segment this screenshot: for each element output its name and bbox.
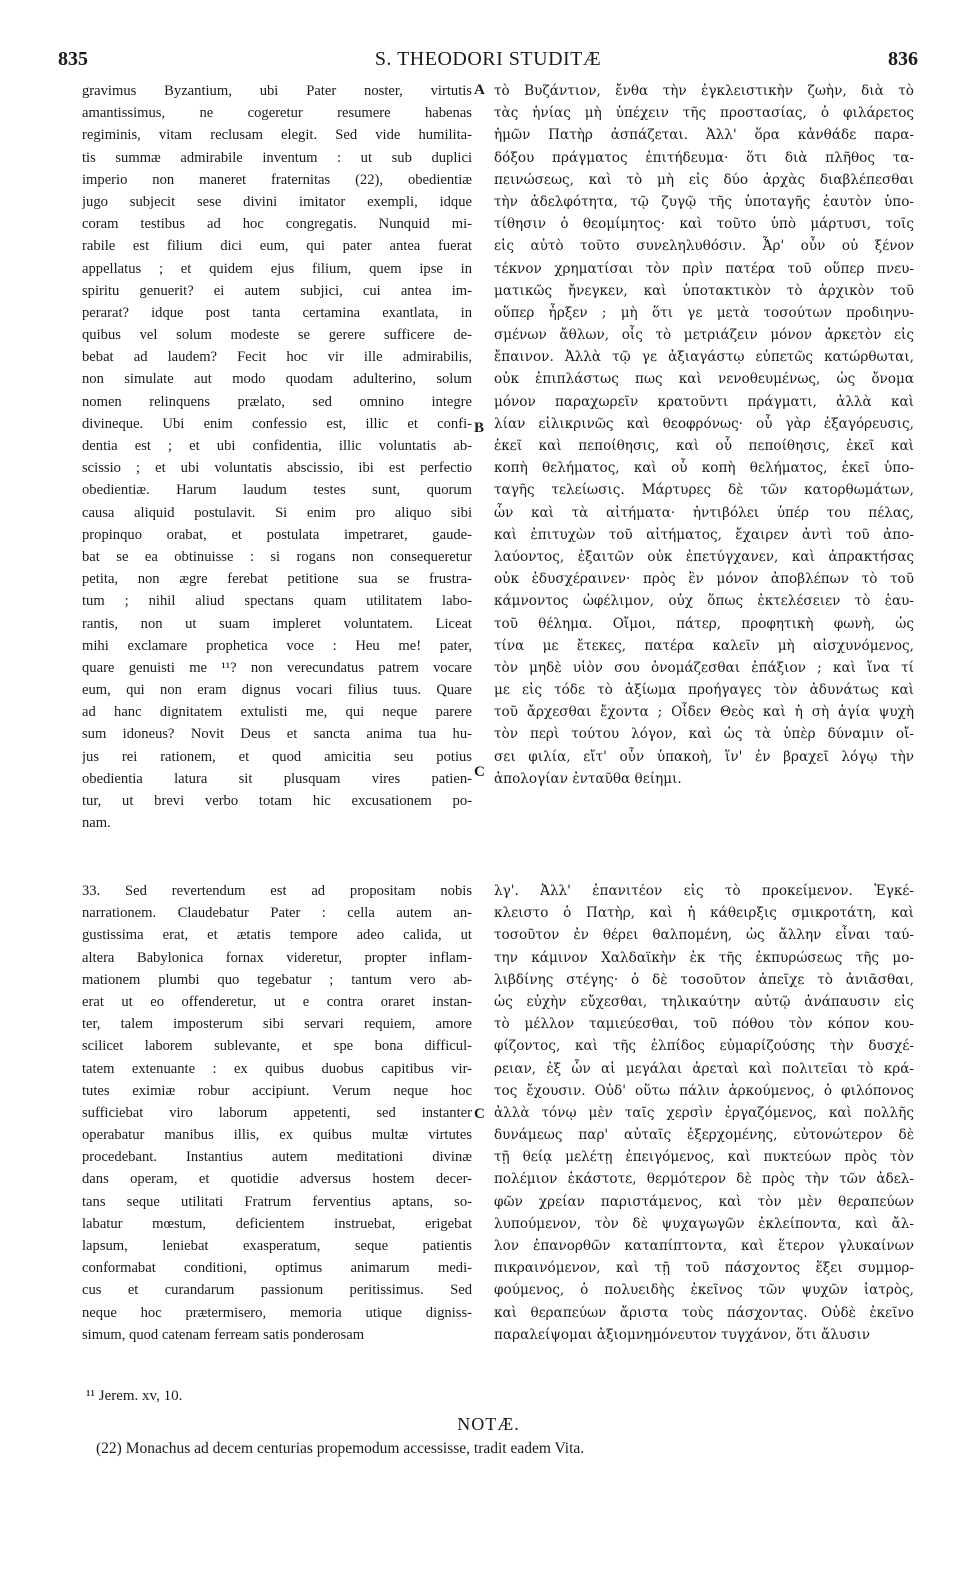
latin-text-line: tum ; nihil aliud spectans quam utilitatem labo- <box>82 593 472 610</box>
latin-text-line: labatur mœstum, deficientem instruebat, erigebat <box>82 1215 472 1232</box>
greek-text-line: κλειστο ὁ Πατὴρ, καὶ ἡ κάθειρξις σμικροτάτη, καὶ <box>494 905 914 922</box>
greek-text-line: ἔπαινον. Ἀλλὰ τῷ γε ἀξιαγάστῳ εὐπετῶς κατώρθωται, <box>494 349 914 366</box>
latin-text-line: imperio non maneret fraternitas (22), obedientiæ <box>82 171 472 188</box>
margin-marker-a: A <box>474 82 485 98</box>
greek-text-line: πολέμιον ἑκάστοτε, θερμότερον δὲ πρὸς τὴν τῶν ἀδελ- <box>494 1171 914 1188</box>
greek-text-line: πεινώσεως, καὶ τὸ μὴ εἰς δύο ἀρχὰς διαβλέπεσθαι <box>494 171 914 188</box>
greek-text-line: κοπὴ θελήματος, καὶ οὗ κοπὴ θελήματος, ἐκεῖ ὑπο- <box>494 460 914 477</box>
greek-text-line: ἐκεῖ καὶ πεποίθησις, καὶ οὗ πεποίθησις, ἐκεῖ καὶ <box>494 438 914 454</box>
latin-text-line: procedebant. Instantius autem meditationi divinæ <box>82 1149 472 1166</box>
greek-text-line: σει φιλία, εἴτ' οὖν ὑπακοὴ, ἵν' ἐν βραχεῖ λόγῳ τὴν <box>494 748 914 765</box>
margin-marker-c-top: C <box>474 764 485 780</box>
latin-text-line: jus rei rationem, et quod amicitia seu potius <box>82 748 472 765</box>
latin-text-line: nomen relinquens prælato, sed omnino integre <box>82 393 472 410</box>
latin-text-line: petita, non ægre ferebat petitione sua se frustra- <box>82 571 472 588</box>
greek-text-line: λίαν εἰλικρινῶς καὶ θεοφρόνως· οὗ γὰρ ἐξαγόρευσις, <box>494 415 914 432</box>
greek-text-line: καὶ θεραπεύων ἄριστα τοὺς πάσχοντας. Οὐδὲ ἐκεῖνο <box>494 1304 914 1321</box>
greek-text-line: με εἰς τόδε τὸ ἀξίωμα προήγαγες τὸν ἀδυνάτως καὶ <box>494 682 914 699</box>
greek-text-line: λγ'. Ἀλλ' ἐπανιτέον εἰς τὸ προκείμενον. Ἐγκέ- <box>494 883 914 899</box>
page-number-right: 836 <box>888 48 918 70</box>
greek-text-line: τοῦ ἄρχεσθαι ἔχοντα ; Οἶδεν Θεὸς καὶ ἡ σὴ ἁγία ψυχὴ <box>494 704 914 721</box>
greek-text-line: δόξου πράγματος ἐπιτήδευμα· ὅτι διὰ πλῆθος τα- <box>494 149 914 166</box>
latin-text-line: causa aliquid postulavit. Si enim pro aliquo sibi <box>82 504 472 521</box>
greek-text-line: φῶν χρείαν παριστάμενος, καὶ τὸν μὲν θεραπεύων <box>494 1193 914 1210</box>
greek-column-section-2 <box>494 880 914 1346</box>
greek-text-line: τὴν ἀδελφότητα, τῷ ζυγῷ τῆς ὑποταγῆς ἑαυτὸν ὑπο- <box>494 193 914 210</box>
greek-text-line: τοσοῦτον ἐν θέρει θαλπομένη, ὡς ἄλλην εἶναι ταύ- <box>494 927 914 944</box>
latin-text-line: divineque. Ubi enim confessio est, illic et confi- <box>82 415 472 432</box>
latin-text-line: conformabat conditioni, optimus animarum medi- <box>82 1260 472 1277</box>
latin-text-line: bat se ea obtinuisse : si rogans non consequeretur <box>82 548 472 565</box>
greek-text-line: οὐκ ἐπιπλάστως πως καὶ νενοθευμένως, ὡς ὄνομα <box>494 371 914 388</box>
latin-text-line: neque hoc prætermisero, memoria utique digniss- <box>82 1304 472 1321</box>
latin-text-line: dans operam, et quotidie adversus hostem decer- <box>82 1171 472 1188</box>
latin-text-line: tatem extenuante : ex quibus duobus capitibus vir- <box>82 1060 472 1077</box>
latin-text-line: bebat ad laudem? Fecit hoc vir ille admirabilis, <box>82 349 472 366</box>
latin-text-line: operabatur manibus illis, ex quibus multæ virtutes <box>82 1127 472 1144</box>
margin-marker-c-bottom: C <box>474 1106 485 1122</box>
margin-marker-b: B <box>474 420 485 436</box>
latin-text-line: tans seque utilitati Fratrum ferventius aptans, so- <box>82 1193 472 1210</box>
latin-column-section-1 <box>82 80 472 834</box>
greek-text-line: ὧν καὶ τὰ αἰτήματα· ἠντιβόλει ὑπέρ του πέλας, <box>494 504 914 521</box>
greek-text-line: ματικῶς ἤνεγκεν, καὶ ὑποτακτικὸν τὸ ἀρχικὸν τοῦ <box>494 282 914 299</box>
latin-text-line: quibus vel solum modeste se gerere sufficere de- <box>82 327 472 344</box>
greek-text-line: ὡς εὐχὴν εὔχεσθαι, τηλικαύτην αὐτῷ ἀνάπαυσιν εἰς <box>494 993 914 1010</box>
latin-text-line: eum, qui non eram dignus vocari filius tuus. Quare <box>82 682 472 699</box>
greek-text-line: πικραινόμενον, καὶ τῇ τοῦ πάσχοντος ἕξει συμμορ- <box>494 1260 914 1277</box>
latin-text-line: sum idoneus? Novit Deus et sancta anima tua hu- <box>82 726 472 743</box>
latin-column-section-2 <box>82 880 472 1346</box>
latin-text-line: perarat? idque post tanta certamina exantlata, in <box>82 304 472 321</box>
greek-text-line: σμένων ἄθλων, οἷς τὸ μετριάζειν μόνον ἀρκετὸν εἰς <box>494 327 914 344</box>
greek-text-line: τὸν περὶ τούτου λόγον, καὶ ὡς τὰ ὑπὲρ δύναμιν οἴ- <box>494 726 914 743</box>
greek-text-line: τέκνον χρηματίσαι τὸν πρὶν πατέρα τοῦ οὕπερ πνευ- <box>494 260 914 277</box>
greek-text-line: τὸ Βυζάντιον, ἔνθα τὴν ἐγκλειστικὴν ζωὴν, διὰ τὸ <box>494 83 914 99</box>
greek-text-line: ἀλλὰ τόνῳ μὲν ταῖς χερσὶν ἐργαζόμενος, καὶ πολλῆς <box>494 1104 914 1121</box>
greek-text-line: εἰς αὐτὸ τοῦτο συνεληλυθόσιν. Ἆρ' οὖν οὐ ξένον <box>494 238 914 255</box>
latin-text-line: appellatus ; et quidem ejus filium, quem ipse in <box>82 260 472 277</box>
latin-text-line: regiminis, vitam reclusam elegit. Sed vide humilita- <box>82 127 472 144</box>
greek-text-line: κάμνοντος ὠφέλιμον, οὐχ ὅπως ἐκτελέσειεν τὸ ἑαυ- <box>494 593 914 610</box>
greek-text-line: τίνα με ἔτεκες, πατέρα καλεῖν μὴ αἰσχυνόμενος, <box>494 637 914 654</box>
latin-text-line: ter, talem imposterum sibi servari requiem, amore <box>82 1016 472 1033</box>
greek-text-line: ἡμῶν Πατὴρ ἀσπάζεται. Ἀλλ' ὅρα κἀνθάδε παρα- <box>494 127 914 144</box>
latin-text-line: ad hanc dignitatem extulisti me, qui neque parere <box>82 704 472 721</box>
running-title: S. THEODORI STUDITÆ <box>374 48 602 70</box>
page-number-left: 835 <box>58 48 88 70</box>
latin-text-line: sufficiebat viro laborum appetenti, sed instanter <box>82 1104 472 1121</box>
greek-text-line: τοῦ θέλημα. Οἴμοι, πάτερ, προφητικὴ φωνὴ, ὡς <box>494 615 914 632</box>
latin-text-line: amantissimus, ne cogeretur resumere habenas <box>82 105 472 122</box>
greek-text-line: τίθησιν ὁ θεομίμητος· καὶ τοῦτο ὑπὸ μάρτυσι, τοῖς <box>494 216 914 233</box>
page-header <box>58 48 918 82</box>
greek-text-line: τὸν μηδὲ υἱὸν σου ὀνομάζεσθαι ἐπάξιον ; καὶ ἵνα τί <box>494 659 914 676</box>
greek-text-line: λυπούμενον, τὸν δὲ ψυχαγωγῶν ἐκλείποντα, καὶ ἄλ- <box>494 1215 914 1232</box>
greek-column-section-1 <box>494 80 914 790</box>
latin-text-line: 33. Sed revertendum est ad propositam nobis <box>82 883 472 899</box>
scripture-footnote: ¹¹ Jerem. xv, 10. <box>86 1388 183 1404</box>
greek-text-line: φίζοντος, καὶ τῆς ἐλπίδος εὐμαρίζούσης τὴν δυσχέ- <box>494 1038 914 1055</box>
greek-text-line: λον ἐπανορθῶν καταπίπτοντα, καὶ ἕτερον γλυκαίνων <box>494 1238 914 1254</box>
latin-text-line: quare genuisti me ¹¹? non verecundatus patrem vocare <box>82 659 472 676</box>
latin-text-line: jugo subjecit sese divini imitator exempli, idque <box>82 193 472 210</box>
latin-text-line: obedientia latura sit plusquam vires patien- <box>82 770 472 787</box>
latin-text-line: lapsum, leniebat exasperatum, seque patientis <box>82 1238 472 1254</box>
greek-text-line: παραλείψομαι ἀξιομνημόνευτον τυγχάνον, ὅτι ἄλυσιν <box>494 1326 871 1343</box>
latin-text-line: coram testibus ad hoc congregatis. Nunquid mi- <box>82 216 472 233</box>
latin-text-line: gustissima erat, et ætatis tempore adeo calida, ut <box>82 927 472 944</box>
greek-text-line: οὕπερ ἦρξεν ; μὴ ὅτι γε μετὰ τοσούτων προδιηνυ- <box>494 304 914 321</box>
latin-text-line: tutes eximiæ robur accipiunt. Verum neque hoc <box>82 1082 472 1099</box>
latin-text-line: propinquo orabat, et postulata impetraret, gaude- <box>82 526 472 543</box>
latin-text-line: simum, quod catenam ferream satis ponderosam <box>82 1326 365 1343</box>
greek-text-line: δυνάμεως παρ' αὐταῖς ἐξερχομένης, εὐτονώτερον δὲ <box>494 1127 914 1144</box>
latin-text-line: gravimus Byzantium, ubi Pater noster, virtutis <box>82 83 472 99</box>
greek-text-line: φούμενος, ὁ πολυειδὴς ἐκεῖνος τῶν ψυχῶν ἰατρὸς, <box>494 1282 914 1299</box>
latin-text-line: scilicet laborem sublevante, et spe bona difficul- <box>82 1038 472 1055</box>
latin-text-line: mihi exclamare prophetica voce : Heu me! pater, <box>82 637 472 654</box>
latin-text-line: mationem plumbi quo tegebatur ; tantum vero ab- <box>82 971 472 988</box>
latin-text-line: non simulate aut modo quodam adulterino, solum <box>82 371 472 388</box>
latin-text-line: nam. <box>82 815 111 832</box>
greek-text-line: καὶ ἐπιτυχὼν τοῦ αἰτήματος, ἔχαιρεν ἀντὶ τοῦ ἀπο- <box>494 526 914 543</box>
latin-text-line: narrationem. Claudebatur Pater : cella autem an- <box>82 905 472 922</box>
greek-text-line: τος ἔχουσιν. Οὐδ' οὕτω πάλιν ἀρκούμενος, ὁ φιλόπονος <box>494 1082 914 1099</box>
greek-text-line: τὸ μέλλον ταμιεύεσθαι, τοῦ πόθου τὸν κόπον κου- <box>494 1016 914 1033</box>
latin-text-line: tur, ut brevi verbo totam hic excusationem po- <box>82 793 472 809</box>
latin-text-line: cus et curandarum passionum peritissimus. Sed <box>82 1282 472 1299</box>
greek-text-line: μόνον παραχωρεῖν κρατοῦντι πράγματι, ἀλλὰ καὶ <box>494 393 914 410</box>
latin-text-line: spiritu genuerit? ei autem subjici, cui antea im- <box>82 282 472 299</box>
latin-text-line: dentia est ; et ubi confidentia, illic voluntatis ab- <box>82 438 472 454</box>
greek-text-line: λαύοντος, ἐξαιτῶν οὐκ ἐπετύγχανεν, καὶ ἀπρακτήσας <box>494 548 914 565</box>
latin-text-line: erat ut eo offenderetur, ut e contra oraret instan- <box>82 993 472 1010</box>
greek-text-line: ἀπολογίαν ἐνταῦθα θείημι. <box>494 770 682 787</box>
latin-text-line: rabile est filium dici eum, qui pater antea fuerat <box>82 238 472 255</box>
latin-text-line: obedientiæ. Harum laudum testes sunt, quorum <box>82 482 472 499</box>
latin-text-line: rantis, non ut suam impleret voluntatem. Liceat <box>82 615 472 632</box>
editor-note: (22) Monachus ad decem centurias propemodum accessisse, tradit eadem Vita. <box>96 1440 585 1457</box>
latin-text-line: tis summæ admirabile inventum : ut sub duplici <box>82 149 472 166</box>
greek-text-line: τὰς ἡνίας μὴ ὑπέχειν τῆς προστασίας, ὁ φιλάρετος <box>494 105 914 122</box>
greek-text-line: οὐκ ἐδυσχέραινεν· πρὸς ἓν μόνον ἀποβλέπων τὸ τοῦ <box>494 571 914 588</box>
greek-text-line: λιβδίνης στέγης· ὁ δὲ τοσοῦτον ἀπεῖχε τὸ ἀνιᾶσθαι, <box>494 971 914 988</box>
notes-heading: NOTÆ. <box>457 1414 520 1434</box>
greek-text-line: τῇ θείᾳ μελέτῃ ἐπειγόμενος, καὶ πυκτεύων πρὸς τὸν <box>494 1149 914 1166</box>
latin-text-line: scissio ; et ubi voluntatis abscissio, ibi est perfectio <box>82 460 472 477</box>
greek-text-line: ταγῆς τελείωσις. Μάρτυρες δὲ τῶν κατορθωμάτων, <box>494 482 914 499</box>
greek-text-line: την κάμινον Χαλδαϊκὴν ἐκ τῆς ἐκπυρώσεως τῆς μο- <box>494 949 914 966</box>
latin-text-line: altera Babylonica fornax videretur, propter inflam- <box>82 949 472 966</box>
greek-text-line: ρειαν, ἐξ ὧν αἱ μεγάλαι ἀρεταὶ καὶ πολιτεῖαι τὸ κρά- <box>494 1060 914 1077</box>
